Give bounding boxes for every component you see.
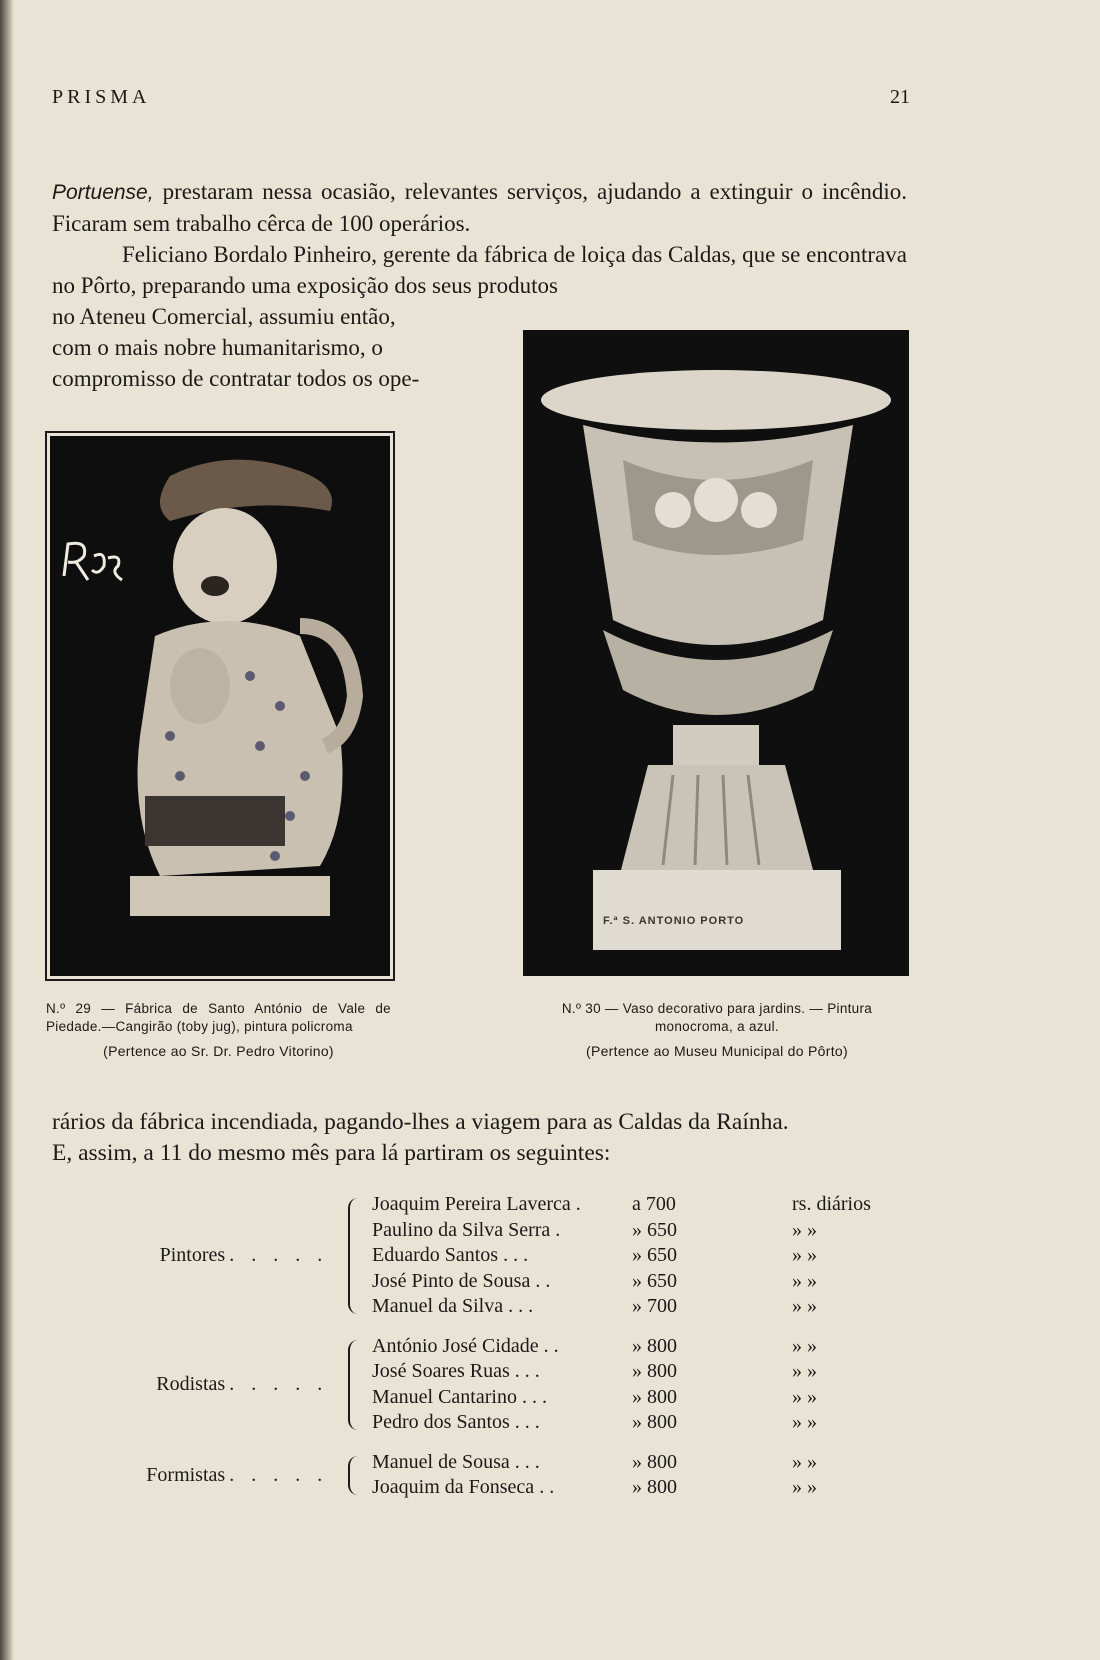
worker-name: Paulino da Silva Serra .	[372, 1218, 561, 1241]
figure-29-description: N.º 29 — Fábrica de Santo António de Vale de Piedade.—Cangirão (toby jug), pintura policroma	[46, 1001, 391, 1034]
leader-dots: . . . . .	[229, 1463, 329, 1486]
daily-rate: » 700	[632, 1295, 677, 1318]
rate-unit: rs. diários	[792, 1193, 871, 1216]
rate-unit: » »	[792, 1476, 817, 1499]
daily-rate: a 700	[632, 1193, 676, 1216]
group-label-text: Formistas	[146, 1463, 226, 1486]
paragraph-line-narrow-3: compromisso de contratar todos os ope-	[52, 366, 420, 391]
daily-rate: » 800	[632, 1334, 677, 1357]
brace	[348, 1198, 364, 1314]
rate-unit: » »	[792, 1269, 817, 1292]
worker-name: Manuel de Sousa . . .	[372, 1450, 540, 1473]
roster-row	[372, 1334, 912, 1360]
roster-row	[372, 1218, 912, 1244]
paragraph-second-start: Feliciano Bordalo Pinheiro, gerente da fábrica de loiça das Caldas, que se encontrava no Pôrto, preparando uma exposição dos seus produtos	[52, 242, 907, 298]
rate-unit: » »	[792, 1244, 817, 1267]
leader-dots: . . . . .	[229, 1244, 329, 1267]
rate-unit: » »	[792, 1334, 817, 1357]
daily-rate: » 800	[632, 1385, 677, 1408]
roster-row	[372, 1359, 912, 1385]
brace	[348, 1456, 364, 1495]
worker-name: Manuel da Silva . . .	[372, 1295, 534, 1318]
monogram-mark	[58, 536, 128, 584]
worker-name: Joaquim da Fonseca . .	[372, 1476, 555, 1499]
worker-name: Pedro dos Santos . . .	[372, 1411, 540, 1434]
group-label-text: Pintores	[159, 1244, 226, 1267]
roster-group-pintores	[52, 1192, 912, 1320]
group-label	[52, 1192, 348, 1320]
daily-rate: » 800	[632, 1360, 677, 1383]
worker-name: Eduardo Santos . . .	[372, 1244, 529, 1267]
figure-30-description: N.º 30 — Vaso decorativo para jardins. — Pintura monocroma, a azul.	[561, 1001, 873, 1034]
group-label-text: Rodistas	[156, 1373, 226, 1395]
rate-unit: » »	[792, 1295, 817, 1318]
rate-unit: » »	[792, 1218, 817, 1241]
page-header	[52, 86, 910, 109]
leader-dots: . . . . .	[229, 1373, 329, 1395]
daily-rate: » 650	[632, 1218, 677, 1241]
daily-rate: » 800	[632, 1411, 677, 1434]
roster-row	[372, 1243, 912, 1269]
rate-unit: » »	[792, 1360, 817, 1383]
worker-name: Manuel Cantarino . . .	[372, 1385, 547, 1408]
roster-row	[372, 1269, 912, 1295]
running-title: PRISMA	[52, 86, 151, 108]
daily-rate: » 800	[632, 1450, 677, 1473]
roster-row	[372, 1450, 912, 1476]
paragraph-continuation-line1: rários da fábrica incendiada, pagando-lhes a viagem para as Caldas da Raínha.	[52, 1109, 789, 1135]
paragraph-intro-line1: prestaram nessa ocasião, relevantes serviços, ajudando a extinguir o incêndio. Ficaram sem trabalho cêrca de 100 operários.	[52, 179, 907, 236]
figure-30-caption	[525, 1000, 909, 1060]
page-binding-edge	[0, 0, 14, 1660]
rate-unit: » »	[792, 1385, 817, 1408]
page-number: 21	[890, 86, 910, 108]
vase-base-inscription: F.ª S. ANTONIO PORTO	[603, 915, 745, 927]
figure-30-owner: (Pertence ao Museu Municipal do Pôrto)	[586, 1043, 848, 1059]
group-label	[52, 1450, 348, 1501]
worker-name: António José Cidade . .	[372, 1334, 559, 1357]
roster-row	[372, 1475, 912, 1501]
roster-row	[372, 1294, 912, 1320]
daily-rate: » 650	[632, 1269, 677, 1292]
roster-group-rodistas	[52, 1334, 912, 1436]
brace	[348, 1340, 364, 1430]
paragraph-line-narrow-1: no Ateneu Comercial, assumiu então,	[52, 304, 396, 329]
roster-group-formistas	[52, 1450, 912, 1501]
worker-name: José Pinto de Sousa . .	[372, 1269, 551, 1292]
paragraph-line-narrow-2: com o mais nobre humanitarismo, o	[52, 335, 383, 360]
roster-row	[372, 1385, 912, 1411]
garden-vase-photo	[523, 330, 909, 976]
figure-29-owner: (Pertence ao Sr. Dr. Pedro Vitorino)	[103, 1043, 334, 1059]
roster-row	[372, 1192, 912, 1218]
rate-unit: » »	[792, 1411, 817, 1434]
daily-rate: » 650	[632, 1244, 677, 1267]
worker-name: José Soares Ruas . . .	[372, 1360, 540, 1383]
paragraph-continuation	[52, 1107, 912, 1169]
worker-name: Joaquim Pereira Laverca .	[372, 1193, 581, 1216]
rate-unit: » »	[792, 1450, 817, 1473]
paragraph-continuation-line2: E, assim, a 11 do mesmo mês para lá partiram os seguintes:	[52, 1140, 611, 1166]
figure-29-caption	[46, 1000, 391, 1060]
roster-row	[372, 1410, 912, 1436]
worker-roster	[52, 1192, 912, 1515]
daily-rate: » 800	[632, 1476, 677, 1499]
italic-lead: Portuense,	[52, 181, 154, 204]
group-label	[52, 1334, 348, 1436]
toby-jug-photo	[50, 436, 390, 976]
